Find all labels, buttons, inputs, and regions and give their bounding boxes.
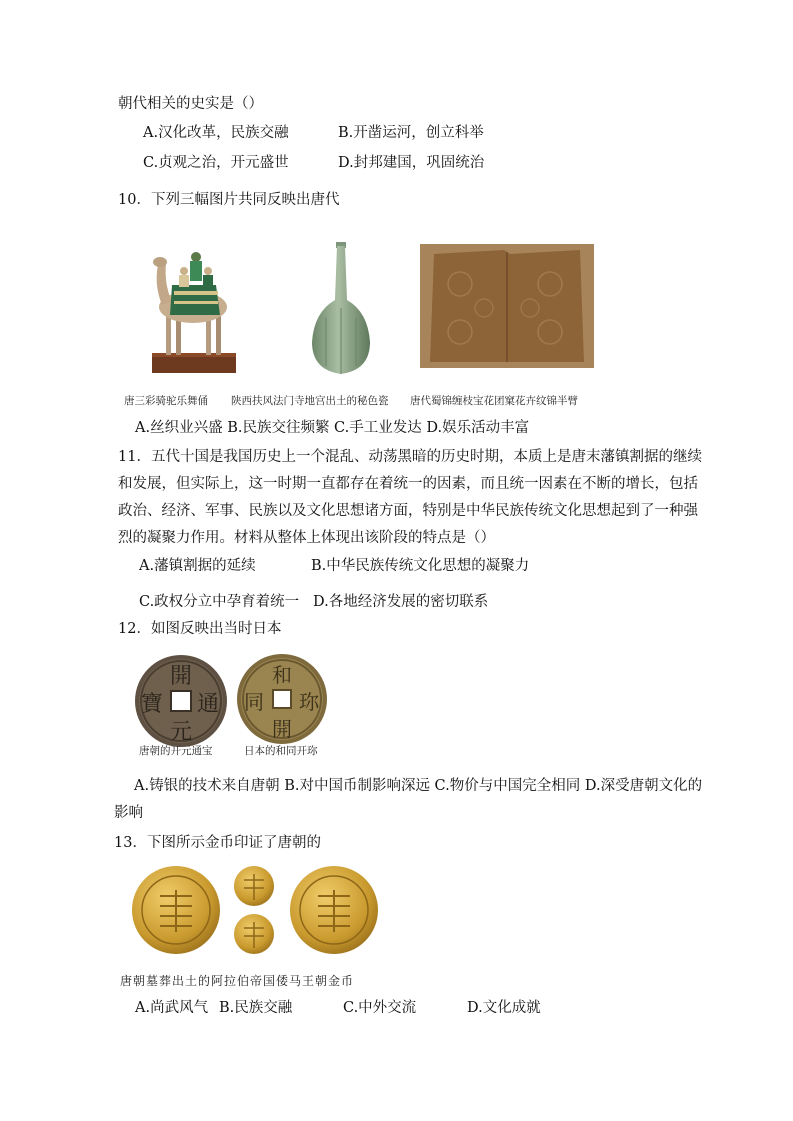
q10-caption-3: 唐代蜀锦缠枝宝花团窠花卉纹锦半臂 (410, 395, 578, 407)
q11-line-1: 11．五代十国是我国历史上一个混乱、动荡黑暗的历史时期，本质上是唐末藩镇割据的继续 (118, 449, 702, 465)
q13-option-d: D.文化成就 (467, 1000, 541, 1016)
q10-options-text: A.丝织业兴盛 B.民族交往频繁 C.手工业发达 D.娱乐活动丰富 (135, 420, 530, 436)
coin2-char-bottom: 開 (272, 717, 292, 741)
brocade-garment-image (420, 244, 594, 368)
kaiyuan-tongbao-coin-image (133, 653, 229, 749)
coin2-char-left: 同 (244, 690, 264, 714)
wado-kaichin-coin-image (236, 653, 328, 745)
q11-line-4: 烈的凝聚力作用。材料从整体上体现出该阶段的特点是（） (118, 530, 495, 546)
q9-option-d: D.封邦建国，巩固统治 (338, 155, 485, 171)
q12-options-line-2: 影响 (114, 805, 143, 821)
q10-options (135, 418, 529, 438)
coin2-char-right: 珎 (299, 690, 319, 714)
celadon-vase-image (306, 238, 376, 378)
q11-option-c: C.政权分立中孕育着统一 (139, 594, 300, 610)
q12-stem: 12．如图反映出当时日本 (118, 621, 282, 637)
q11-option-d: D.各地经济发展的密切联系 (313, 594, 489, 610)
q10-caption-2: 陕西扶风法门寺地宫出土的秘色瓷 (231, 395, 389, 407)
q12-caption-1: 唐朝的开元通宝 (139, 745, 213, 757)
coin1-char-left: 寶 (141, 692, 164, 717)
q13-option-c: C.中外交流 (343, 1000, 417, 1016)
q11-line-2: 和发展，但实际上，这一时期一直都存在着统一的因素，而且统一因素在不断的增长，包括 (118, 476, 698, 492)
q11-option-a: A.藩镇割据的延续 (139, 558, 256, 574)
q13-caption: 唐朝墓葬出土的阿拉伯帝国倭马王朝金币 (120, 974, 355, 988)
q13-stem: 13．下图所示金币印证了唐朝的 (114, 835, 321, 851)
q11-option-b: B.中华民族传统文化思想的凝聚力 (311, 558, 530, 574)
q10-stem: 10．下列三幅图片共同反映出唐代 (118, 192, 340, 208)
q13-option-a: A.尚武风气 (135, 1000, 209, 1016)
q12-caption-2: 日本的和同开珎 (244, 745, 318, 757)
coin1-char-right: 通 (197, 692, 220, 717)
camel-figurine-image (148, 235, 240, 378)
q9-option-a: A.汉化改革，民族交融 (143, 125, 289, 141)
coin1-char-bottom: 元 (170, 720, 193, 745)
q9-stem-tail: 朝代相关的史实是（） (118, 96, 263, 112)
q9-option-c: C.贞观之治，开元盛世 (143, 155, 289, 171)
q13-option-b: B.民族交融 (219, 1000, 293, 1016)
q9-option-b: B.开凿运河，创立科举 (338, 125, 484, 141)
coin2-char-top: 和 (272, 663, 292, 687)
q10-caption-1: 唐三彩骑驼乐舞俑 (124, 395, 208, 407)
umayyad-gold-coins-image (130, 862, 400, 958)
coin1-char-top: 開 (170, 664, 193, 689)
q12-options-line-1: A.铸银的技术来自唐朝 B.对中国币制影响深远 C.物价与中国完全相同 D.深受唐朝文化的 (134, 778, 703, 794)
q11-line-3: 政治、经济、军事、民族以及文化思想诸方面，特别是中华民族传统文化思想起到了一种强 (118, 503, 698, 519)
